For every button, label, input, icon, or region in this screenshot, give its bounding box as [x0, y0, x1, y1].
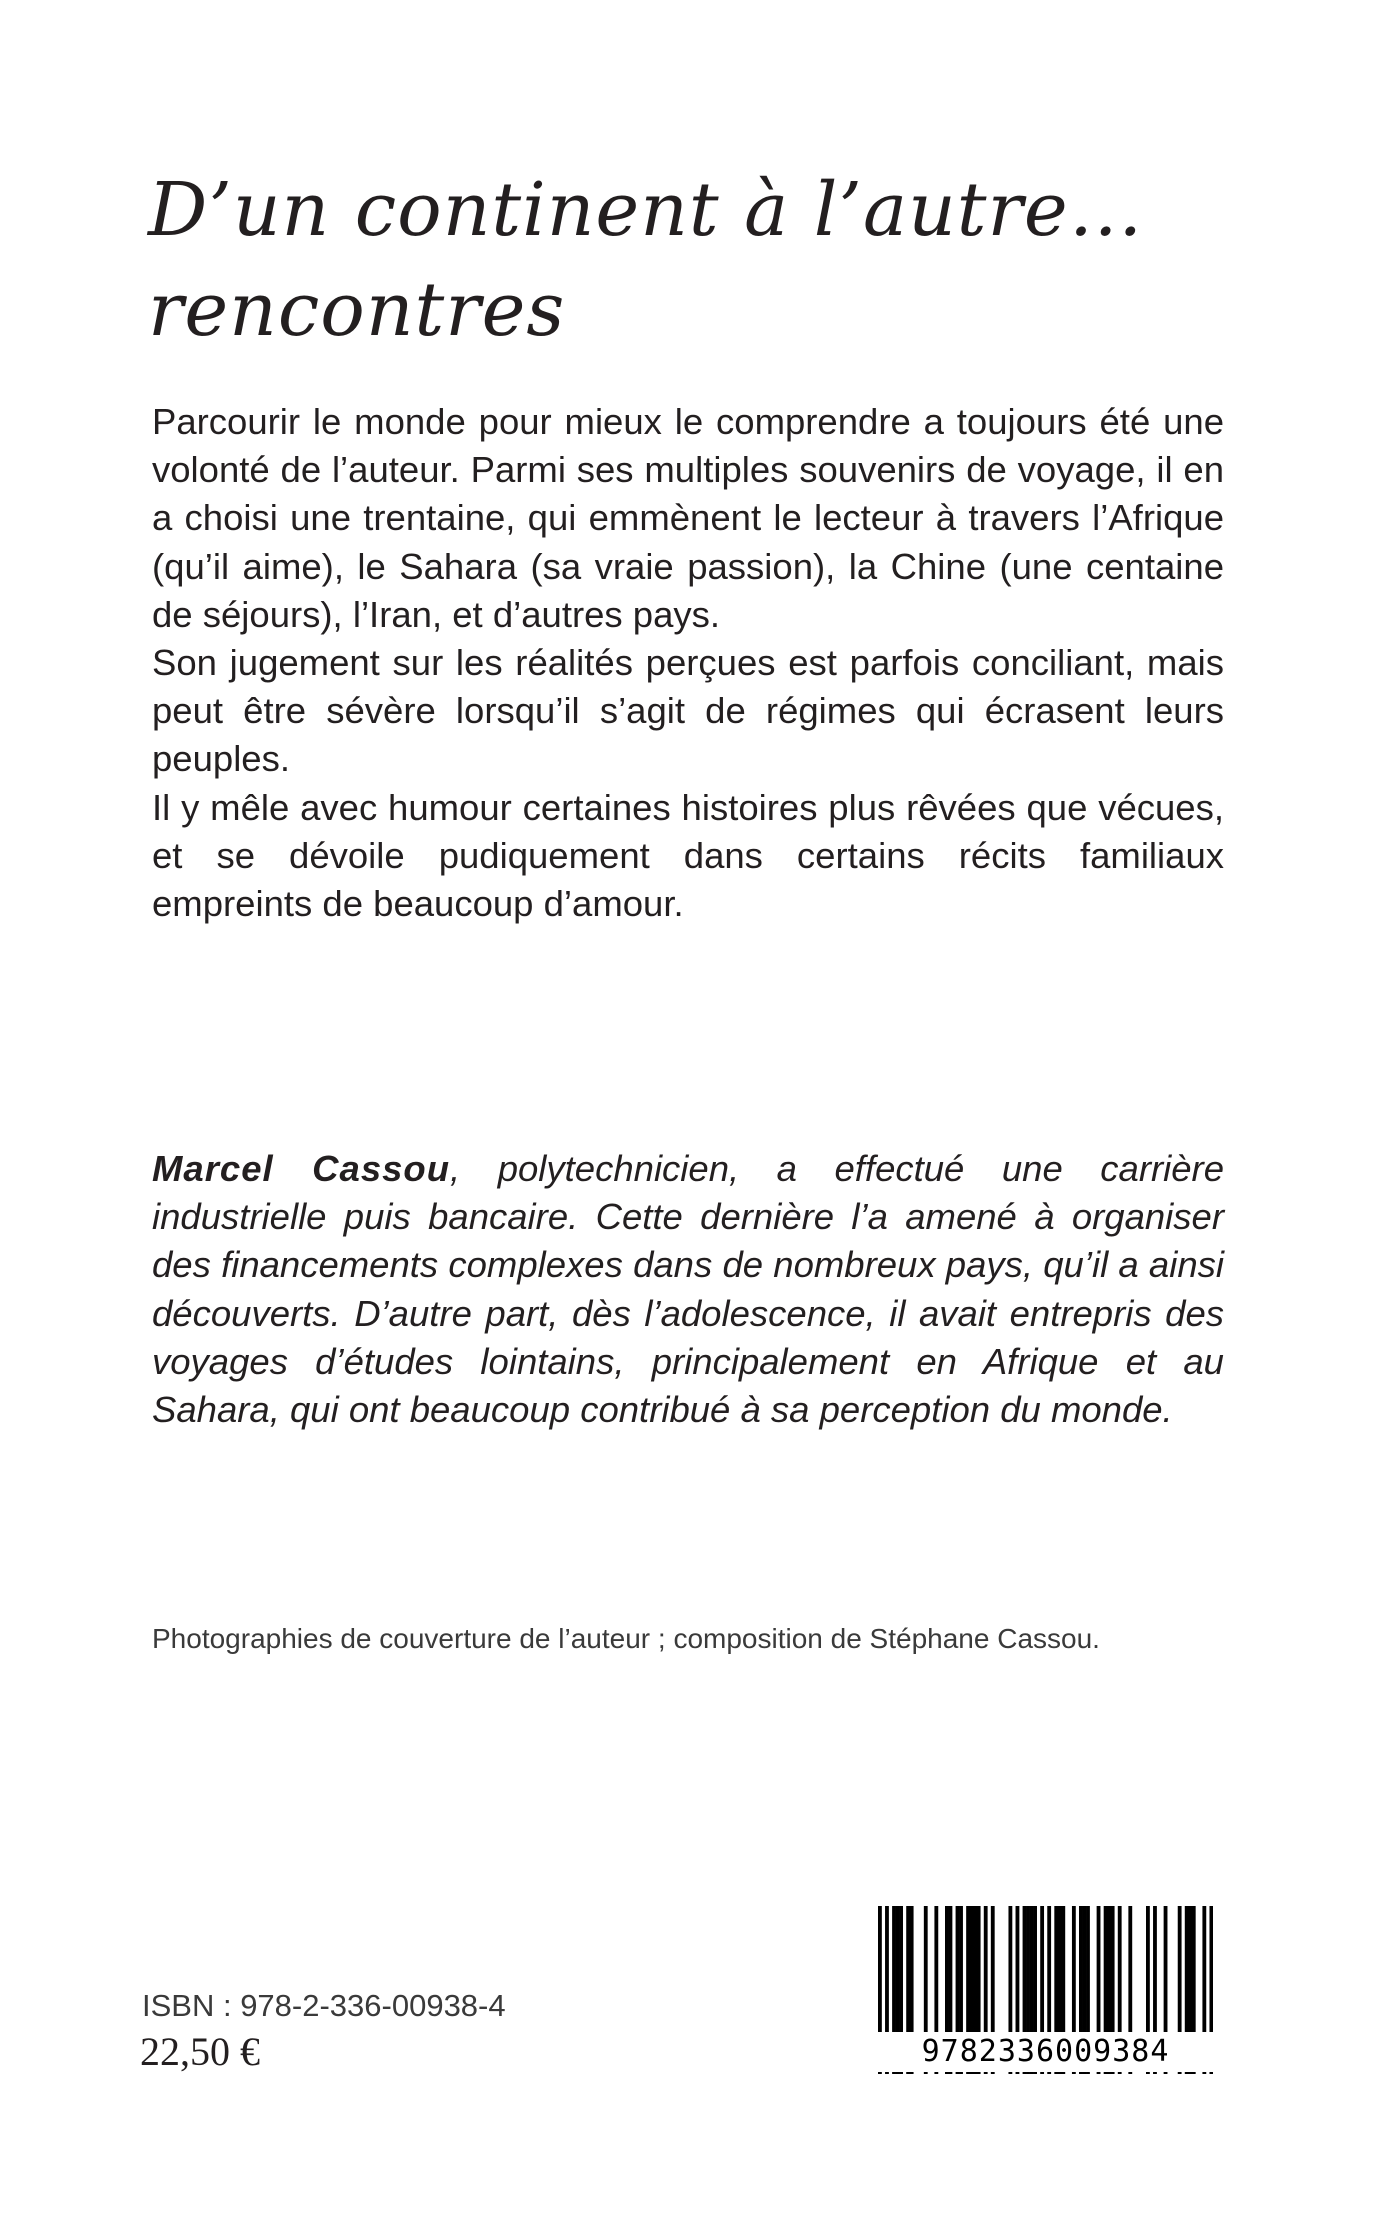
- author-bio-text: , polytechnicien, a effectué une carrière industrielle puis bancaire. Cette dernière l’a amené à organiser des financements complexes dans de nombreux pays, qu’il a ainsi découverts. D’autre part, dès l’adolescence, il avait entrepris des voyages d’études lointains, principalement en Afrique et au Sahara, qui ont beaucoup contribué à sa perception du monde.: [152, 1148, 1225, 1431]
- book-blurb: [152, 398, 1224, 928]
- author-name: Marcel Cassou: [152, 1148, 451, 1189]
- author-bio: [152, 1145, 1224, 1434]
- book-title: [148, 160, 1148, 360]
- barcode-digits: 9782336009384: [878, 2032, 1213, 2072]
- cover-credits: Photographies de couverture de l’auteur ; composition de Stéphane Cassou.: [152, 1623, 1100, 1654]
- blurb-paragraph-2: Son jugement sur les réalités perçues est parfois conciliant, mais peut être sévère lorsqu’il s’agit de régimes qui écrasent leurs peuples.: [152, 642, 1224, 780]
- book-title-line-1: D’un continent à l’autre…: [148, 167, 1144, 253]
- blurb-paragraph-3: Il y mêle avec humour certaines histoires plus rêvées que vécues, et se dévoile pudiquement dans certains récits familiaux empreints de beaucoup d’amour.: [152, 786, 1224, 925]
- book-title-line-2: rencontres: [148, 267, 566, 353]
- book-price: 22,50 €: [140, 2029, 260, 2074]
- blurb-paragraph-1: Parcourir le monde pour mieux le comprendre a toujours été une volonté de l’auteur. Parmi ses multiples souvenirs de voyage, il en a choisi une trentaine, qui emmènent le lecteur à travers l’Afrique (qu’il aime), le Sahara (sa vraie passion), la Chine (une centaine de séjours), l’Iran, et d’autres pays.: [152, 401, 1224, 635]
- isbn-number: ISBN : 978-2-336-00938-4: [142, 1988, 506, 2023]
